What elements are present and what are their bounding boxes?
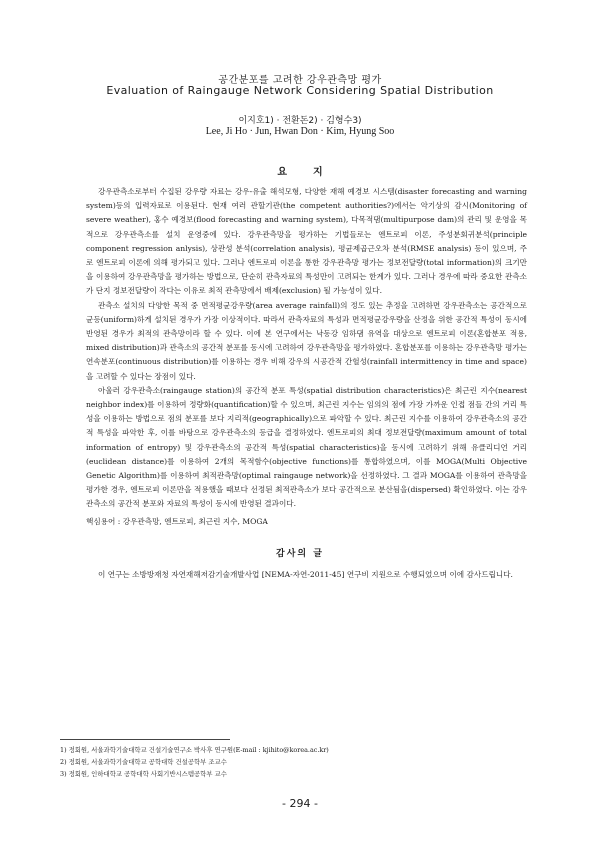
- keywords: 핵심용어 : 강우관측망, 엔트로피, 최근린 지수, MOGA: [86, 517, 268, 526]
- footnotes: [60, 744, 540, 781]
- title-korean: 공간분포를 고려한 강우관측망 평가: [218, 75, 382, 86]
- footnote-divider: [60, 739, 230, 740]
- acknowledgement-body: [86, 568, 527, 582]
- authors-korean: 이지호1) · 전환돈2) · 김형수3): [238, 116, 362, 126]
- acknowledgement-text: 이 연구는 소방방재청 자연재해저감기술개발사업 [NEMA-자연-2011-45] 연구비 지원으로 수행되었으며 이에 감사드립니다.: [98, 570, 513, 579]
- abstract-paragraph-1: 강우관측소로부터 수집된 강우량 자료는 강우-유출 해석모형, 다양한 재해 예경보 시스템(disaster forecasting and warning system)등의 입력자료로 이용된다. 현재 여러 관할기관(the competent authorities?)에서는 악기상의 감시(Monitoring of severe weather), 홍수 예경보(flood forecasting and warning system), 다목적댐(multipurpose dam)의 관리 및 운영을 목적으로 강우관측소를 설치 운영중에 있다. 강우관측망을 평가하는 기법들로는 엔트로피 이론, 주성분회귀분석(principle component regression anlysis), 상관성 분석(correlation analysis), 평균제곱근오차 분석(RMSE analysis) 등이 있으며, 주로 엔트로피 이론에 의해 평가되고 있다. 그러나 엔트로피 이론을 통한 강우관측망 평가는 정보전달량(total information)의 크기만을 이용하여 강우관측망을 평가하는 방법으로, 단순히 관측자료의 특성만이 고려되는 한계가 있다. 그러나 경우에 따라 중요한 관측소가 단지 정보전달량이 작다는 이유로 최적 관측망에서 배제(exclusion) 될 가능성이 있다.: [86, 187, 527, 296]
- acknowledgement-heading: 감사의 글: [276, 549, 324, 559]
- footnote-1: 1) 정회원, 서울과학기술대학교 건설기술연구소 박사후 연구원(E-mail : kjihito@korea.ac.kr): [60, 746, 329, 754]
- footnote-3: 3) 정회원, 인하대학교 공학대학 사회기반시스템공학부 교수: [60, 770, 227, 779]
- authors-english: Lee, Ji Ho · Jun, Hwan Don · Kim, Hyung Soo: [205, 126, 395, 137]
- abstract-paragraph-2: 관측소 설치의 다양한 목적 중 면적평균강우량(area average rainfall)의 정도 있는 추정을 고려하면 강우관측소는 공간적으로 균등(uniform)하게 설치된 경우가 가장 이상적이다. 따라서 관측자료의 특성과 면적평균강우량을 산정을 위한 공간적 특성이 동시에 반영된 경우가 최적의 관측망이라 할 수 있다. 이에 본 연구에서는 낙동강 임하댐 유역을 대상으로 엔트로피 이론(혼합분포 적용, mixed distribution)과 관측소의 공간적 분포를 동시에 고려하여 강우관측망을 평가하였다. 혼합분포를 이용하는 강우관측망 평가는 연속분포(continuous distribution)를 이용하는 경우 비해 강우의 시공간적 간헐성(rainfall intermittency in time and space)을 고려할 수 있다는 장점이 있다.: [86, 300, 527, 381]
- abstract-body: [86, 185, 527, 512]
- title-english: Evaluation of Raingauge Network Considering Spatial Distribution: [106, 84, 494, 97]
- abstract-heading: 요지: [277, 167, 349, 178]
- footnote-2: 2) 정회원, 서울과학기술대학교 공학대학 건설공학부 조교수: [60, 758, 227, 767]
- abstract-paragraph-3: 아울러 강우관측소(raingauge station)의 공간적 분포 특성(spatial distribution characteristics)은 최근린 지수(nearest neighbor index)를 이용하여 정량화(quantification)할 수 있으며, 최근린 지수는 임의의 점에 가장 가까운 인접 점들 간의 거리 특성을 이용하는 방법으로 점의 분포를 보다 지리적(geographically)으로 파악할 수 있다. 최근린 지수를 이용하여 강우관측소의 공간적 특성을 파악한 후, 이를 바탕으로 강우관측소의 등급을 결정하였다. 엔트로피의 최대 정보전달량(maximum amount of total information of entropy) 및 강우관측소의 공간적 특성(spatial characteristics)을 동시에 고려하기 위해 유클리디언 거리(euclidean distance)를 이용하여 2개의 목적함수(objective functions)를 통합하였으며, 이를 MOGA(Multi Objective Genetic Algorithm)를 이용하여 최적관측망(optimal raingauge network)을 선정하였다. 그 결과 MOGA를 이용하여 관측망을 평가한 경우, 엔트로피 이론만을 적용했을 때보다 선정된 최적관측소가 보다 공간적으로 분산됨을(dispersed) 확인하였다. 이는 강우관측소의 공간적 분포와 자료의 특성이 동시에 반영된 결과이다.: [86, 385, 527, 509]
- page-number: - 294 -: [282, 797, 318, 810]
